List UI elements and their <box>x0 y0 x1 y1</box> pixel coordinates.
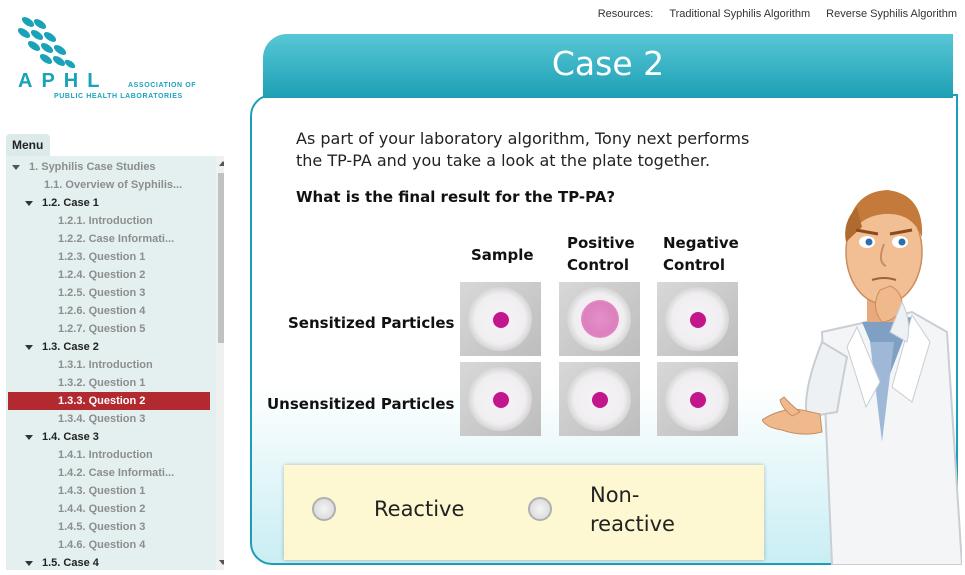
menu-item-label: 1.3.1. Introduction <box>58 359 153 371</box>
well-sample-sensitized <box>460 282 541 356</box>
aphl-logo <box>16 14 216 104</box>
menu-item-label: 1.2.2. Case Informati... <box>58 233 175 245</box>
menu-list <box>6 158 210 570</box>
menu-item[interactable] <box>6 356 210 374</box>
menu-item[interactable] <box>6 446 210 464</box>
menu-item[interactable] <box>6 212 210 230</box>
menu-item-label: 1.2.4. Question 2 <box>58 269 146 281</box>
menu-item[interactable] <box>6 176 210 194</box>
menu-item-label: 1.3. Case 2 <box>42 341 99 353</box>
menu-item[interactable] <box>6 428 210 446</box>
option-nonreactive-line1: Non- <box>590 483 640 507</box>
menu-item-label: 1.4.1. Introduction <box>58 449 153 461</box>
column-negative-line2: Control <box>663 256 726 274</box>
menu-item[interactable] <box>6 464 210 482</box>
reverse-algorithm-link[interactable]: Reverse Syphilis Algorithm <box>826 8 957 20</box>
menu-item[interactable] <box>6 518 210 536</box>
scroll-thumb[interactable] <box>218 173 224 343</box>
menu-item-label: 1.3.2. Question 1 <box>58 377 146 389</box>
slide-title-band <box>263 34 953 98</box>
menu-item-label: 1.3.3. Question 2 <box>58 395 146 407</box>
logo-subtitle-2: PUBLIC HEALTH LABORATORIES <box>54 93 183 100</box>
menu-item-label: 1.1. Overview of Syphilis... <box>44 179 183 191</box>
column-negative-line1: Negative <box>663 234 739 252</box>
question-text: What is the final result for the TP-PA? <box>296 188 616 206</box>
menu-item-label: 1.2.5. Question 3 <box>58 287 146 299</box>
menu-item[interactable] <box>6 500 210 518</box>
radio-nonreactive[interactable] <box>528 497 552 521</box>
menu-item[interactable] <box>6 266 210 284</box>
menu-item-label: 1.2. Case 1 <box>42 197 99 209</box>
menu-item[interactable] <box>6 536 210 554</box>
caret-down-icon[interactable] <box>25 201 33 206</box>
menu-item-label: 1.3.4. Question 3 <box>58 413 146 425</box>
radio-reactive[interactable] <box>312 497 336 521</box>
menu-item-label: 1.4.2. Case Informati... <box>58 467 175 479</box>
menu-item-label: 1.4.4. Question 2 <box>58 503 146 515</box>
well-positive-unsensitized <box>559 362 640 436</box>
menu-item-label: 1. Syphilis Case Studies <box>29 161 156 173</box>
scroll-up-arrow-icon[interactable] <box>219 161 224 166</box>
menu-item[interactable] <box>6 302 210 320</box>
resources-bar <box>598 8 957 20</box>
answer-box <box>284 465 764 560</box>
row-sensitized: Sensitized Particles <box>288 314 455 332</box>
menu-item[interactable] <box>6 482 210 500</box>
menu-item[interactable] <box>6 410 210 428</box>
column-sample: Sample <box>471 246 534 264</box>
logo-wordmark: APHL <box>18 70 109 92</box>
menu-item[interactable] <box>6 158 210 176</box>
menu-scrollbar[interactable] <box>216 156 224 570</box>
well-sample-unsensitized <box>460 362 541 436</box>
menu-item-label: 1.4.6. Question 4 <box>58 539 146 551</box>
menu-item-label: 1.2.7. Question 5 <box>58 323 146 335</box>
menu-item-label: 1.2.1. Introduction <box>58 215 153 227</box>
slide-paragraph: As part of your laboratory algorithm, Tony next performs the TP-PA and you take a look at the plate together. <box>296 129 750 170</box>
tony-character-illustration <box>762 182 962 565</box>
menu-item[interactable] <box>6 284 210 302</box>
menu-item[interactable] <box>6 554 210 570</box>
well-negative-unsensitized <box>657 362 738 436</box>
aphl-logo-mark-icon <box>16 14 86 74</box>
column-negative-control <box>663 232 739 276</box>
column-positive-line1: Positive <box>567 234 635 252</box>
caret-down-icon[interactable] <box>12 165 20 170</box>
caret-down-icon[interactable] <box>25 561 33 566</box>
well-positive-sensitized <box>559 282 640 356</box>
menu-panel <box>6 156 224 570</box>
logo-subtitle-1: ASSOCIATION OF <box>128 82 197 89</box>
menu-item-label: 1.5. Case 4 <box>42 557 99 569</box>
slide-title: Case 2 <box>551 44 665 83</box>
menu-item-label: 1.2.3. Question 1 <box>58 251 146 263</box>
menu-tab[interactable]: Menu <box>6 134 50 156</box>
column-positive-control <box>567 232 635 276</box>
menu-item[interactable] <box>8 392 210 410</box>
well-negative-sensitized <box>657 282 738 356</box>
menu-item[interactable] <box>6 248 210 266</box>
menu-item-label: 1.4. Case 3 <box>42 431 99 443</box>
menu-item-label: 1.2.6. Question 4 <box>58 305 146 317</box>
menu-item[interactable] <box>6 230 210 248</box>
menu-item[interactable] <box>6 374 210 392</box>
caret-down-icon[interactable] <box>25 345 33 350</box>
menu-item[interactable] <box>6 194 210 212</box>
scroll-down-arrow-icon[interactable] <box>219 560 224 565</box>
option-nonreactive-label[interactable] <box>590 481 675 539</box>
menu-item-label: 1.4.3. Question 1 <box>58 485 146 497</box>
caret-down-icon[interactable] <box>25 435 33 440</box>
option-reactive-label[interactable]: Reactive <box>374 497 465 521</box>
traditional-algorithm-link[interactable]: Traditional Syphilis Algorithm <box>669 8 811 20</box>
resources-label: Resources: <box>597 8 654 20</box>
menu-item-label: 1.4.5. Question 3 <box>58 521 146 533</box>
option-nonreactive-line2: reactive <box>590 512 675 536</box>
menu-item[interactable] <box>6 320 210 338</box>
row-unsensitized: Unsensitized Particles <box>267 395 455 413</box>
menu-item[interactable] <box>6 338 210 356</box>
column-positive-line2: Control <box>567 256 630 274</box>
